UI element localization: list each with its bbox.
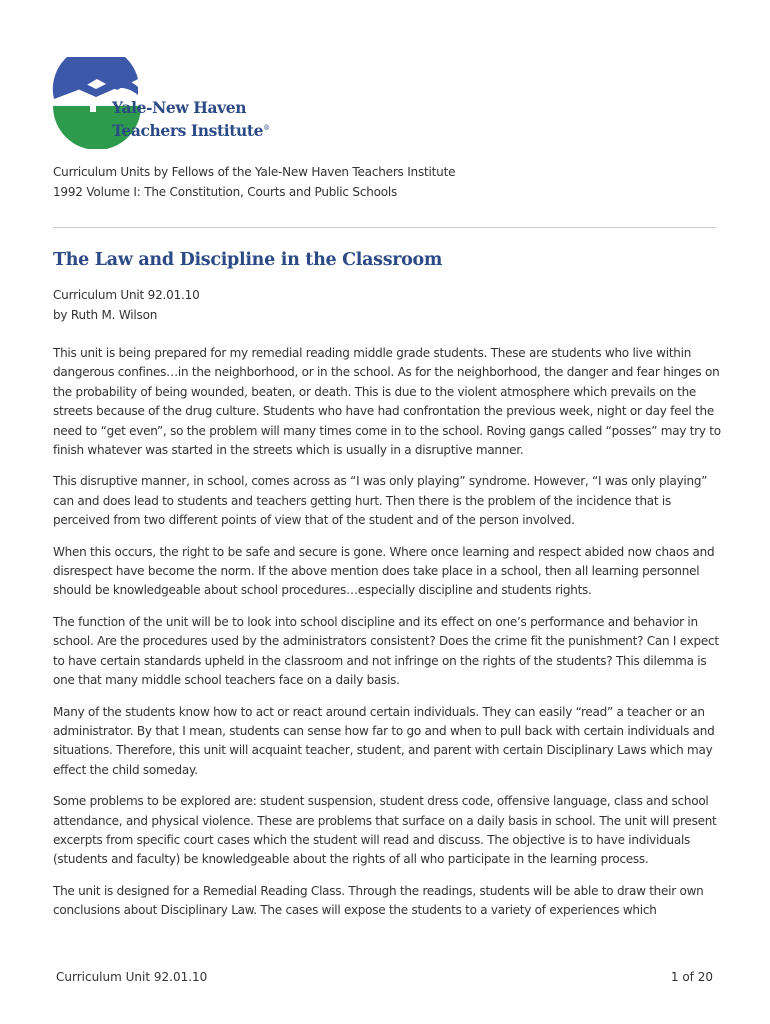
collection-line: Curriculum Units by Fellows of the Yale-New Haven Teachers Institute <box>53 165 456 179</box>
body-paragraph: This unit is being prepared for my remedial reading middle grade students. These are students who live within dangerous confines…in the neighborhood, or in the school. As for the neighborhood, the danger and fear hinges on the probability of being wounded, beaten, or death. This is due to the violent atmosphere which prevails on the streets because of the drug culture. Students who have had confrontation the previous week, night or day feel the need to “get even”, so the problem will many times come in to the school. Roving gangs called “posses” may try to finish whatever was started in the streets which is usually in a disruptive manner. <box>53 346 721 458</box>
header-divider <box>53 227 716 228</box>
footer-unit-label: Curriculum Unit 92.01.10 <box>56 970 208 984</box>
registered-mark: ® <box>263 124 270 132</box>
unit-author: by Ruth M. Wilson <box>53 308 158 322</box>
body-paragraph: The function of the unit will be to look into school discipline and its effect on one’s performance and behavior in school. Are the procedures used by the administrators consistent? Does the crime fit the punishment? Can I expect to have certain standards upheld in the classroom and not infringe on the rights of the students? This dilemma is one that many middle school teachers face on a daily basis. <box>53 614 719 688</box>
body-paragraph: When this occurs, the right to be safe and secure is gone. Where once learning and respect abided now chaos and disrespect have become the norm. If the above mention does take place in a school, then all learning personnel should be knowledgeable about school procedures…especially discipline and students rights. <box>53 544 715 598</box>
volume-line: 1992 Volume I: The Constitution, Courts and Public Schools <box>53 185 398 199</box>
header-meta <box>53 162 455 202</box>
unit-title: The Law and Discipline in the Classroom <box>53 250 443 270</box>
institute-name <box>112 98 270 141</box>
page-indicator: 1 of 20 <box>670 970 713 984</box>
body-paragraph: Some problems to be explored are: student suspension, student dress code, offensive language, class and school attendance, and physical violence. These are problems that surface on a daily basis in school. The unit will present excerpts from specific court cases which the student will read and discuss. The objective is to have individuals (students and faculty) be knowledgeable about the rights of all who participate in the learning process. <box>53 794 717 867</box>
body-paragraph: This disruptive manner, in school, comes across as “I was only playing” syndrome. However, “I was only playing” can and does lead to students and teachers getting hurt. Then there is the problem of the incidence that is perceived from two different points of view that of the student and of the person involved. <box>53 474 708 528</box>
unit-meta <box>53 285 200 325</box>
unit-number: Curriculum Unit 92.01.10 <box>53 288 200 302</box>
body-paragraph: Many of the students know how to act or react around certain individuals. They can easily “read” a teacher or an administrator. By that I mean, students can sense how far to go and when to pull back with certain individuals and situations. Therefore, this unit will acquaint teacher, student, and parent with certain Disciplinary Laws which may effect the child someday. <box>53 704 715 777</box>
institute-name-line1: Yale-New Haven <box>112 98 247 117</box>
unit-body <box>53 344 721 933</box>
body-paragraph: The unit is designed for a Remedial Reading Class. Through the readings, students will be able to draw their own conclusions about Disciplinary Law. The cases will expose the students to a variety of experiences which <box>53 883 704 918</box>
institute-name-line2: Teachers Institute <box>112 121 264 141</box>
